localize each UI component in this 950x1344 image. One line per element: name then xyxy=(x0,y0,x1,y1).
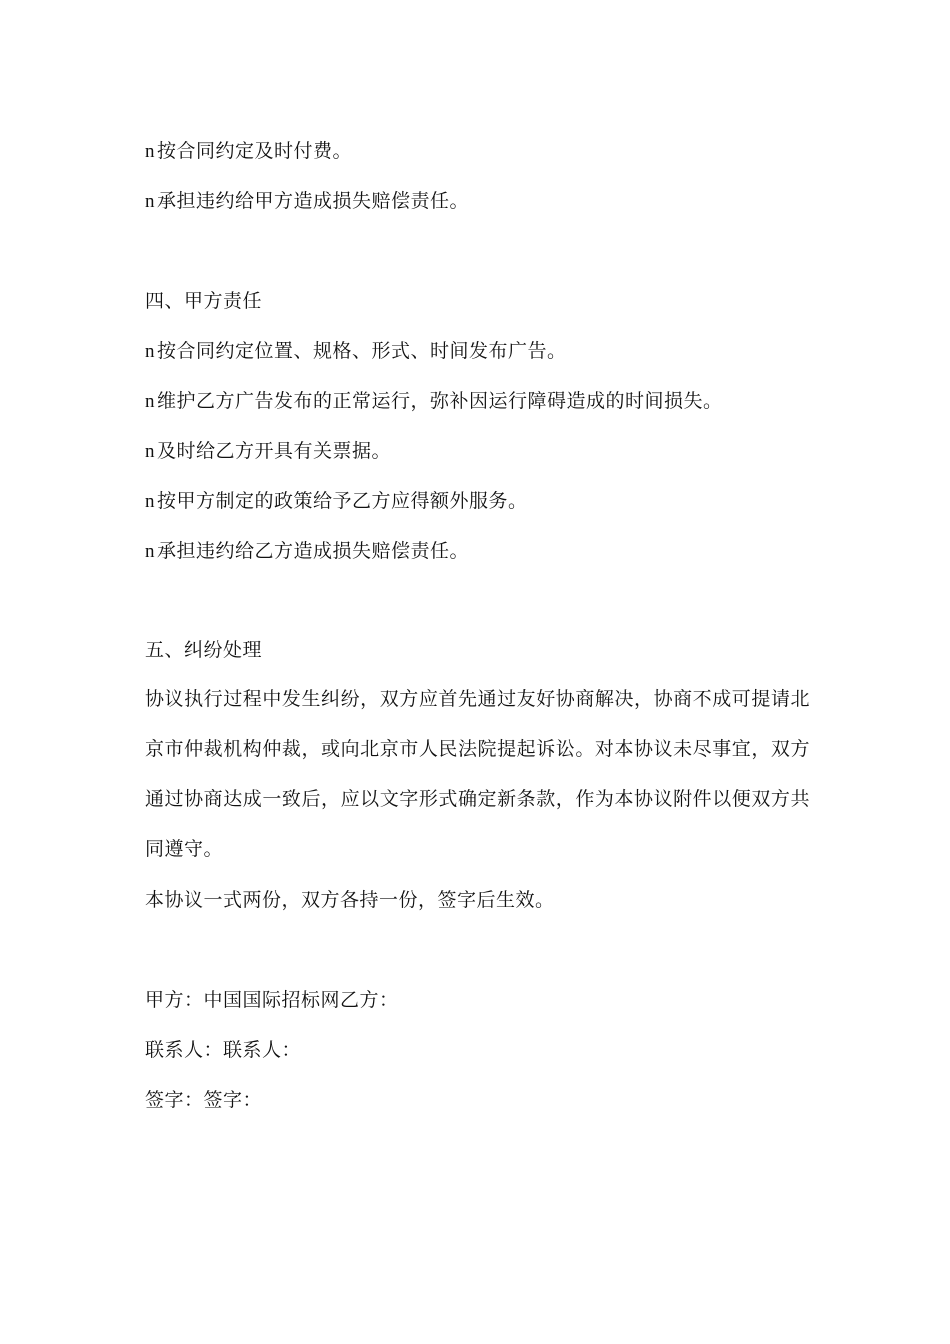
bullet-marker: n xyxy=(145,391,155,412)
sign-line: 签字：签字： xyxy=(145,1089,263,1111)
list-item xyxy=(145,538,469,565)
closing-line: 本协议一式两份，双方各持一份，签字后生效。 xyxy=(145,889,555,911)
contact-line: 联系人：联系人： xyxy=(145,1039,302,1061)
list-item xyxy=(145,188,469,215)
bullet-marker: n xyxy=(145,191,155,212)
list-item-text: 承担违约给乙方造成损失赔偿责任。 xyxy=(157,540,470,562)
list-item-text: 承担违约给甲方造成损失赔偿责任。 xyxy=(157,190,470,212)
bullet-marker: n xyxy=(145,541,155,562)
body-paragraph: 协议执行过程中发生纠纷，双方应首先通过友好协商解决，协商不成可提请北京市仲裁机构仲裁，或向北京市人民法院提起诉讼。对本协议未尽事宜，双方通过协商达成一致后，应以文字形式确定新条款，作为本协议附件以便双方共同遵守。 xyxy=(145,688,810,860)
list-item xyxy=(145,388,723,415)
section-heading: 四、甲方责任 xyxy=(145,290,263,312)
list-item xyxy=(145,338,567,365)
bullet-marker: n xyxy=(145,141,155,162)
bullet-marker: n xyxy=(145,441,155,462)
list-item xyxy=(145,138,352,165)
list-item-text: 按合同约定位置、规格、形式、时间发布广告。 xyxy=(157,340,567,362)
list-item xyxy=(145,438,391,465)
section-heading: 五、纠纷处理 xyxy=(145,639,263,661)
list-item xyxy=(145,488,528,515)
list-item-text: 及时给乙方开具有关票据。 xyxy=(157,440,392,462)
list-item-text: 按合同约定及时付费。 xyxy=(157,140,353,162)
list-item-text: 按甲方制定的政策给予乙方应得额外服务。 xyxy=(157,490,528,512)
bullet-marker: n xyxy=(145,491,155,512)
list-item-text: 维护乙方广告发布的正常运行，弥补因运行障碍造成的时间损失。 xyxy=(157,390,723,412)
party-line: 甲方：中国国际招标网乙方： xyxy=(145,989,399,1011)
bullet-marker: n xyxy=(145,341,155,362)
